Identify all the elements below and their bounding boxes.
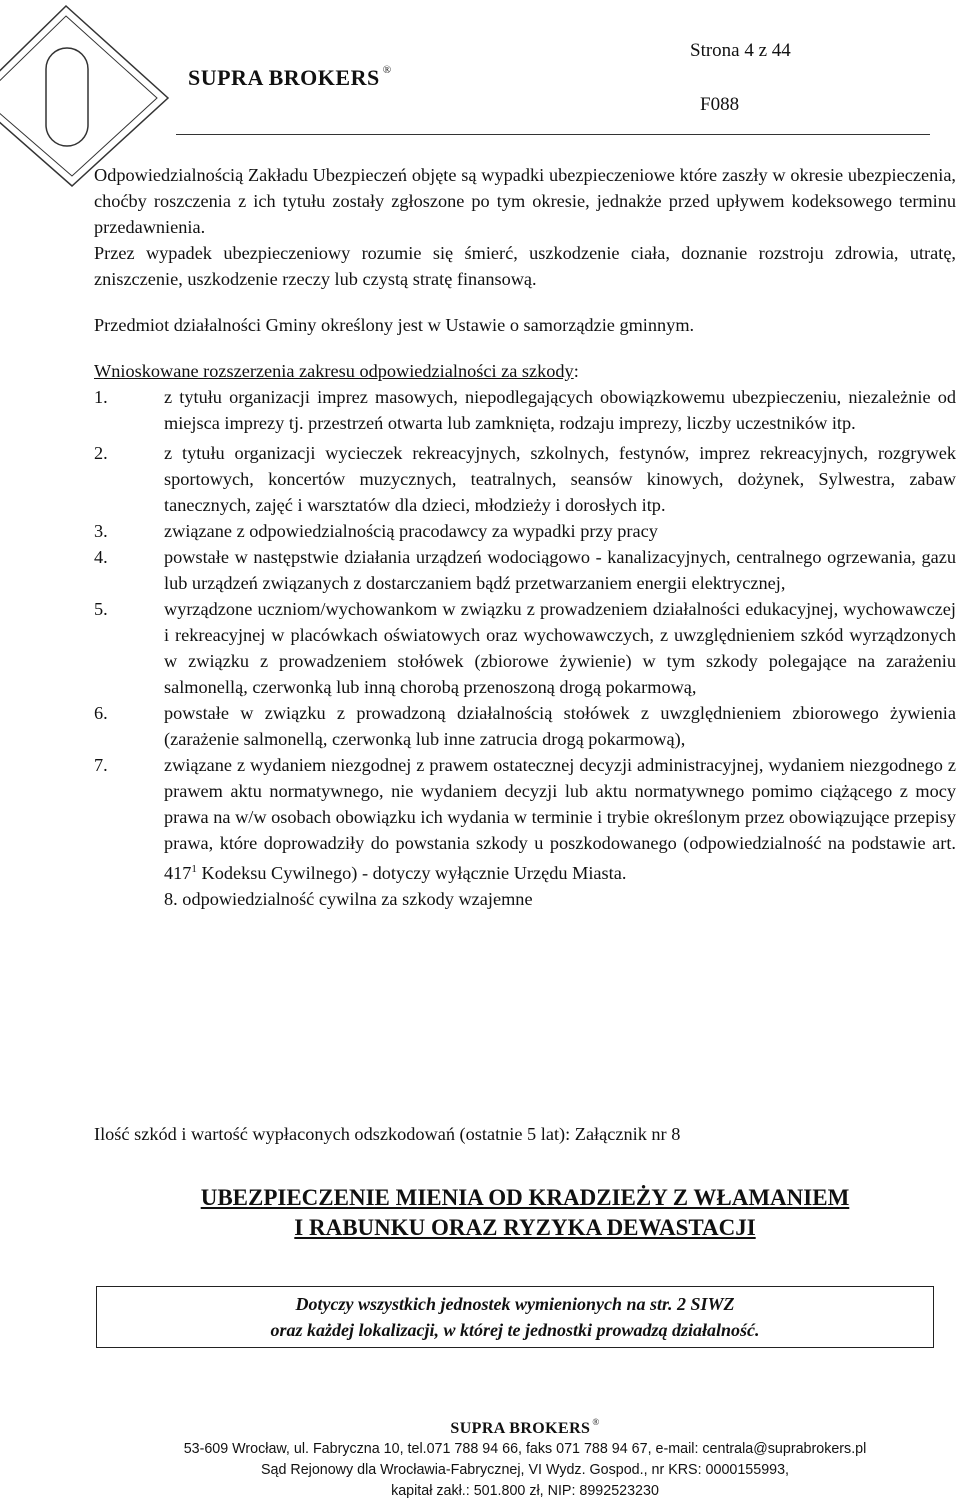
- list-item: 3. związane z odpowiedzialnością pracodawcy za wypadki przy pracy: [94, 521, 658, 541]
- header-divider: [176, 134, 930, 135]
- page-footer: [0, 1412, 960, 1502]
- document-body: [94, 162, 956, 912]
- form-code: F088: [700, 94, 740, 115]
- applicability-notice: Dotyczy wszystkich jednostek wymienionych na str. 2 SIWZ oraz każdej lokalizacji, w której te jednostki prowadzą działalność.: [96, 1286, 934, 1348]
- list-item: 4. powstałe w następstwie działania urządzeń wodociągowo - kanalizacyjnych, centralnego ogrzewania, gazu lub urządzeń związanych z dostarczaniem bądź przetwarzaniem energii elektrycznej,: [94, 547, 956, 593]
- claims-history-line: Ilość szkód i wartość wypłaconych odszkodowań (ostatnie 5 lat): Załącznik nr 8: [94, 1124, 681, 1144]
- list-item: 6. powstałe w związku z prowadzoną działalnością stołówek z uwzględnieniem zbiorowego żywienia (zarażenie salmonellą, czerwonką lub inne zatrucia drogą pokarmową),: [94, 703, 956, 749]
- footer-address: 53-609 Wrocław, ul. Fabryczna 10, tel.071 788 94 66, faks 071 788 94 67, e-mail: centrala@suprabrokers.pl: [183, 1441, 867, 1457]
- paragraph-activity: Przedmiot działalności Gminy określony jest w Ustawie o samorządzie gminnym.: [94, 315, 695, 335]
- paragraph-liability-scope: Odpowiedzialnością Zakładu Ubezpieczeń objęte są wypadki ubezpieczeniowe które zaszły w okresie ubezpieczenia, choćby roszczenia z ich tytułu zostały zgłoszone po tym okresie, jednakże przed upływem kodeksowego terminu przedawnienia.: [94, 165, 956, 237]
- list-item: 1. z tytułu organizacji imprez masowych, niepodlegających obowiązkowemu ubezpieczeniu, niezależnie od miejsca imprezy tj. przestrzeń otwarta lub zamknięta, rodzaju imprezy, liczby uczestników itp.: [94, 387, 956, 433]
- footer-capital: kapitał zakł.: 501.800 zł, NIP: 8992523230: [391, 1483, 659, 1499]
- section-heading: Wnioskowane rozszerzenia zakresu odpowiedzialności za szkody:: [94, 361, 579, 381]
- footer-brand: SUPRA BROKERS ®: [450, 1417, 600, 1437]
- header-brand: SUPRA BROKERS ®: [188, 64, 392, 90]
- extensions-list: [94, 384, 956, 912]
- list-item: 7. związane z wydaniem niezgodnej z prawem ostatecznej decyzji administracyjnej, wydaniem niezgodnego z prawem aktu normatywnego, nie wydaniem decyzji lub aktu normatywnego pomimo ciążącego z mocy prawa na w/w osobach obowiązku ich wydania w terminie i trybie określonym przez obowiązujące przepisy prawa, które doprowadziły do powstania szkody u poszkodowanego (odpowiedzialność na podstawie art. $417^1$ Kodeksu Cywilnego) - dotyczy wyłącznie Urzędu Miasta.: [94, 755, 956, 884]
- list-item: 8. odpowiedzialność cywilna za szkody wzajemne: [164, 889, 533, 910]
- footer-registry: Sąd Rejonowy dla Wrocławia-Fabrycznej, VI Wydz. Gospod., nr KRS: 0000155993,: [260, 1462, 790, 1478]
- list-item: 2. z tytułu organizacji wycieczek rekreacyjnych, szkolnych, festynów, imprez rekreacyjnych, rozgrywek sportowych, koncertów muzycznych, teatralnych, seansów kinowych, dożynek, Sylwestra, zabaw tanecznych, zajęć i warsztatów dla dzieci, młodzieży i dorosłych itp.: [94, 443, 956, 515]
- paragraph-insurance-event: Przez wypadek ubezpieczeniowy rozumie się śmierć, uszkodzenie ciała, doznanie rozstroju zdrowia, utratę, zniszczenie, uszkodzenie rzeczy lub czystą stratę finansową.: [94, 243, 956, 289]
- section-title: UBEZPIECZENIE MIENIA OD KRADZIEŻY Z WŁAMANIEM I RABUNKU ORAZ RYZYKA DEWASTACJI: [200, 1185, 850, 1240]
- list-item: 5. wyrządzone uczniom/wychowankom w związku z prowadzeniem działalności edukacyjnej, wychowawczej i rekreacyjnej w placówkach oświatowych oraz wychowawczych, z uwzględnieniem szkód wyrządzonych w związku z prowadzeniem stołówek (zbiorowe żywienie) w tym szkody polegające na zarażeniu salmonellą, czerwonką lub inną chorobą przenoszoną drogą pokarmową,: [94, 599, 956, 697]
- page-number: Strona 4 z 44: [690, 40, 791, 61]
